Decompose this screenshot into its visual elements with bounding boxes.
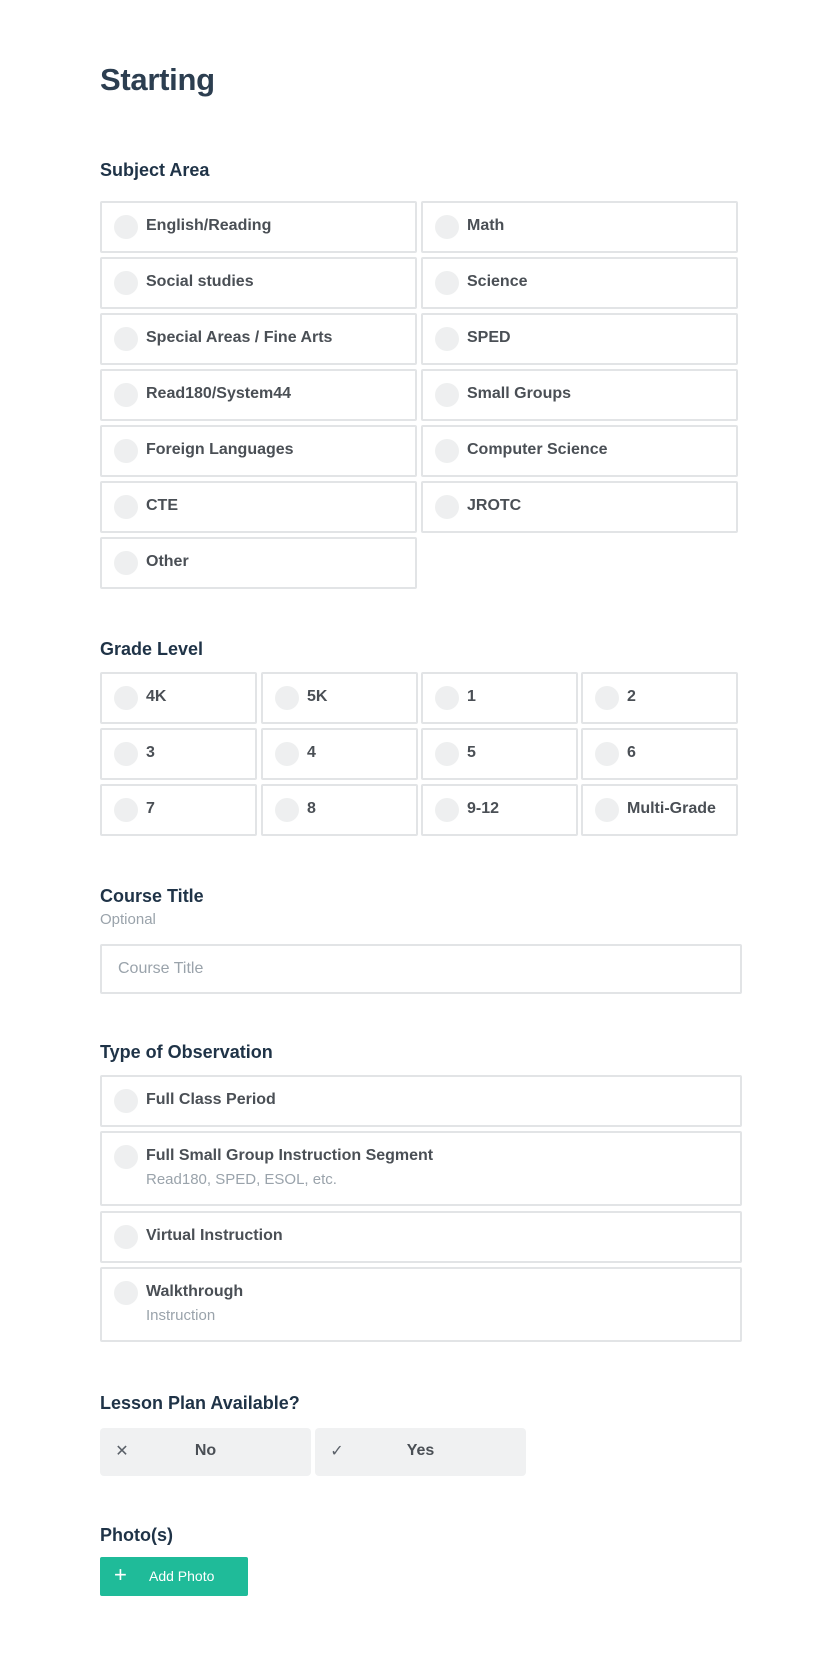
option-label: 9-12 (467, 800, 500, 817)
check-icon: ✓ (330, 1443, 344, 1460)
radio-icon (435, 327, 459, 351)
no-label: No (194, 1442, 217, 1459)
option-label: 4K (146, 688, 167, 705)
option-label: 5 (467, 744, 476, 761)
subject-option-sped[interactable] (421, 313, 738, 365)
option-label: Social studies (146, 273, 254, 290)
lesson-plan-heading: Lesson Plan Available? (100, 1393, 300, 1413)
radio-icon (114, 495, 138, 519)
option-label: 5K (307, 688, 328, 705)
grade-option-4[interactable] (261, 728, 418, 780)
observation-option-virtual-instruction[interactable] (100, 1211, 742, 1263)
option-label: Other (146, 553, 189, 570)
subject-option-social-studies[interactable] (100, 257, 417, 309)
grade-option-7[interactable] (100, 784, 257, 836)
option-label: JROTC (467, 497, 522, 514)
observation-type-heading: Type of Observation (100, 1042, 273, 1062)
option-label: Computer Science (467, 441, 608, 458)
grade-option-5k[interactable] (261, 672, 418, 724)
option-sublabel: Instruction (146, 1307, 216, 1324)
page-title: Starting (100, 62, 215, 97)
lesson-plan-yes-button[interactable] (315, 1428, 526, 1476)
radio-icon (435, 271, 459, 295)
option-label: Math (467, 217, 505, 234)
option-sublabel: Read180, SPED, ESOL, etc. (146, 1171, 337, 1188)
radio-icon (435, 495, 459, 519)
grade-option-8[interactable] (261, 784, 418, 836)
option-label: Read180/System44 (146, 385, 291, 402)
radio-icon (114, 551, 138, 575)
subject-option-cte[interactable] (100, 481, 417, 533)
option-label: 1 (467, 688, 476, 705)
radio-icon (114, 1089, 138, 1113)
add-photo-button[interactable] (100, 1557, 248, 1596)
radio-icon (114, 1281, 138, 1305)
option-label: 4 (307, 744, 316, 761)
course-title-heading: Course Title (100, 886, 204, 906)
option-label: Small Groups (467, 385, 572, 402)
grade-option-1[interactable] (421, 672, 578, 724)
option-label: Full Class Period (146, 1091, 276, 1108)
radio-icon (114, 1145, 138, 1169)
subject-option-computer-science[interactable] (421, 425, 738, 477)
grade-level-heading: Grade Level (100, 639, 204, 659)
option-label: 6 (627, 744, 636, 761)
lesson-plan-no-button[interactable] (100, 1428, 311, 1476)
radio-icon (595, 742, 619, 766)
grade-option-9-12[interactable] (421, 784, 578, 836)
subject-option-math[interactable] (421, 201, 738, 253)
option-label: Science (467, 273, 528, 290)
option-label: 2 (627, 688, 636, 705)
observation-option-full-class-period[interactable] (100, 1075, 742, 1127)
subject-option-special-areas[interactable] (100, 313, 417, 365)
radio-icon (114, 327, 138, 351)
option-label: English/Reading (146, 217, 272, 234)
radio-icon (435, 439, 459, 463)
radio-icon (595, 686, 619, 710)
grade-option-6[interactable] (581, 728, 738, 780)
radio-icon (114, 439, 138, 463)
subject-option-read180[interactable] (100, 369, 417, 421)
close-icon: ✕ (115, 1443, 129, 1460)
radio-icon (435, 798, 459, 822)
course-title-input[interactable] (100, 944, 742, 994)
option-label: Walkthrough (146, 1283, 244, 1300)
grade-option-4k[interactable] (100, 672, 257, 724)
radio-icon (114, 215, 138, 239)
option-label: 7 (146, 800, 155, 817)
radio-icon (275, 686, 299, 710)
option-label: Full Small Group Instruction Segment (146, 1147, 434, 1164)
subject-option-foreign-languages[interactable] (100, 425, 417, 477)
subject-option-jrotc[interactable] (421, 481, 738, 533)
grade-option-3[interactable] (100, 728, 257, 780)
observation-option-walkthrough[interactable] (100, 1267, 742, 1342)
radio-icon (275, 742, 299, 766)
grade-option-multi-grade[interactable] (581, 784, 738, 836)
radio-icon (435, 215, 459, 239)
observation-option-small-group[interactable] (100, 1131, 742, 1206)
radio-icon (114, 798, 138, 822)
subject-option-other[interactable] (100, 537, 417, 589)
radio-icon (435, 383, 459, 407)
radio-icon (114, 271, 138, 295)
option-label: SPED (467, 329, 511, 346)
option-label: Special Areas / Fine Arts (146, 329, 333, 346)
radio-icon (595, 798, 619, 822)
radio-icon (435, 742, 459, 766)
radio-icon (114, 383, 138, 407)
plus-icon: + (114, 1562, 127, 1587)
radio-icon (114, 686, 138, 710)
subject-option-science[interactable] (421, 257, 738, 309)
subject-area-heading: Subject Area (100, 160, 210, 180)
add-photo-label: Add Photo (149, 1568, 215, 1584)
option-label: Foreign Languages (146, 441, 294, 458)
subject-option-english-reading[interactable] (100, 201, 417, 253)
option-label: Virtual Instruction (146, 1227, 283, 1244)
photos-heading: Photo(s) (100, 1525, 173, 1545)
radio-icon (114, 1225, 138, 1249)
grade-option-5[interactable] (421, 728, 578, 780)
radio-icon (435, 686, 459, 710)
option-label: Multi-Grade (627, 800, 716, 817)
grade-option-2[interactable] (581, 672, 738, 724)
radio-icon (275, 798, 299, 822)
option-label: 3 (146, 744, 155, 761)
subject-option-small-groups[interactable] (421, 369, 738, 421)
option-label: 8 (307, 800, 316, 817)
course-title-optional-hint: Optional (100, 911, 156, 928)
yes-label: Yes (406, 1442, 435, 1459)
option-label: CTE (146, 497, 178, 514)
radio-icon (114, 742, 138, 766)
